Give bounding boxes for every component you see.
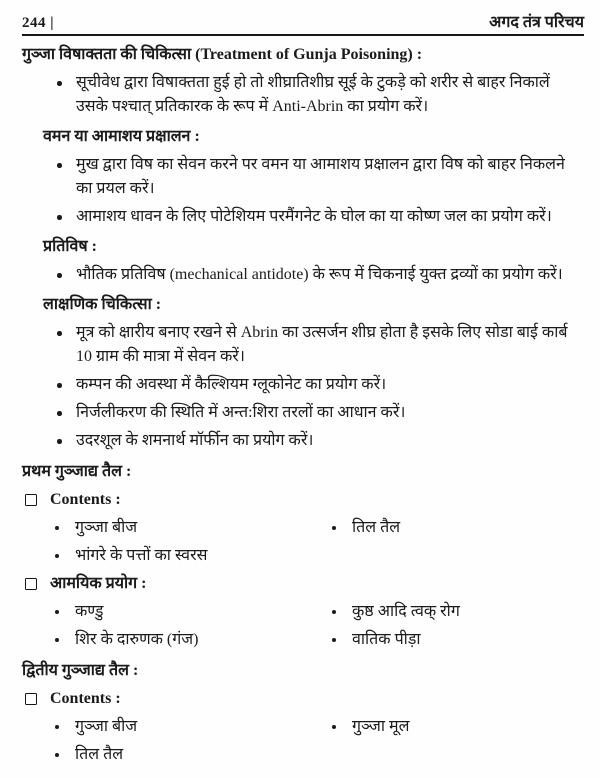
bullet-item	[22, 321, 584, 369]
bullet-dot-icon	[55, 610, 59, 614]
bullet-dot-icon	[57, 163, 62, 168]
page-number: 244 |	[22, 15, 55, 31]
list-item	[330, 628, 584, 652]
bullet-dot-icon	[55, 554, 59, 558]
bullet-item	[22, 373, 584, 397]
two-column-row	[22, 516, 584, 540]
list-item	[330, 600, 584, 624]
uses-label-row	[22, 572, 584, 596]
bullet-dot-icon	[332, 610, 336, 614]
two-column-row	[22, 628, 584, 652]
list-item-text: गुञ्जा बीज	[75, 519, 138, 536]
bullet-text: मुख द्वारा विष का सेवन करने पर वमन या आमाशय प्रक्षालन द्वारा विष को बाहर निकलने का प्रयल करें।	[76, 156, 565, 197]
bullet-dot-icon	[55, 753, 59, 757]
bullet-text: उदरशूल के शमनार्थ मॉर्फीन का प्रयोग करें।	[76, 432, 314, 449]
list-item	[53, 628, 330, 652]
checkbox-square-icon	[25, 578, 37, 590]
list-item	[330, 715, 584, 739]
bullet-dot-icon	[55, 638, 59, 642]
bullet-item	[22, 429, 584, 453]
list-item	[53, 600, 330, 624]
bullet-dot-icon	[57, 383, 62, 388]
section-heading-dvitiya-gunjadya-tail: द्वितीय गुञ्जाद्य तैल :	[22, 662, 139, 679]
page-header	[22, 10, 584, 36]
bullet-dot-icon	[332, 638, 336, 642]
contents-label: Contents :	[50, 491, 121, 508]
bullet-text: आमाशय धावन के लिए पोटेशियम परमैंगनेट के घोल का या कोष्ण जल का प्रयोग करें।	[76, 208, 552, 225]
bullet-item	[22, 71, 584, 119]
bullet-dot-icon	[57, 273, 62, 278]
list-item-text: वातिक पीड़ा	[352, 631, 421, 648]
section-heading-prativish: प्रतिविष :	[43, 238, 97, 255]
book-title: अगद तंत्र परिचय	[489, 14, 584, 31]
contents-label-row	[22, 687, 584, 711]
section-heading-vaman: वमन या आमाशय प्रक्षालन :	[43, 128, 200, 145]
list-item	[53, 715, 330, 739]
uses-label: आमयिक प्रयोग :	[50, 575, 147, 592]
list-item-text: कण्डु	[75, 603, 104, 620]
bullet-item	[22, 263, 584, 287]
list-item-text: गुञ्जा मूल	[352, 718, 410, 735]
bullet-dot-icon	[57, 215, 62, 220]
list-item	[53, 516, 330, 540]
contents-label-row	[22, 488, 584, 512]
list-item-text: तिल तैल	[75, 746, 124, 763]
list-item-text: गुञ्जा बीज	[75, 718, 138, 735]
bullet-dot-icon	[55, 526, 59, 530]
bullet-text: मूत्र को क्षारीय बनाए रखने से Abrin का उत्सर्जन शीघ्र होता है इसके लिए सोडा बाई कार्ब 10 ग्राम की मात्रा में सेवन करें।	[76, 324, 568, 365]
bullet-dot-icon	[57, 439, 62, 444]
bullet-text: भौतिक प्रतिविष (mechanical antidote) के रूप में चिकनाई युक्त द्रव्यों का प्रयोग करें।	[76, 266, 563, 283]
checkbox-square-icon	[25, 494, 37, 506]
list-item	[53, 544, 330, 568]
checkbox-square-icon	[25, 693, 37, 705]
bullet-dot-icon	[57, 331, 62, 336]
bullet-text: निर्जलीकरण की स्थिति में अन्त:शिरा तरलों का आधान करें।	[76, 404, 406, 421]
contents-label: Contents :	[50, 690, 121, 707]
list-item-text: शिर के दारुणक (गंज)	[75, 631, 199, 648]
bullet-dot-icon	[332, 526, 336, 530]
two-column-row	[22, 743, 584, 767]
bullet-dot-icon	[332, 725, 336, 729]
bullet-item	[22, 205, 584, 229]
bullet-item	[22, 401, 584, 425]
bullet-dot-icon	[55, 725, 59, 729]
bullet-dot-icon	[57, 411, 62, 416]
two-column-row	[22, 600, 584, 624]
list-item	[53, 743, 330, 767]
section-heading-pratham-gunjadya-tail: प्रथम गुञ्जाद्य तैल :	[22, 463, 132, 480]
bullet-text: कम्पन की अवस्था में कैल्शियम ग्लूकोनेट का प्रयोग करें।	[76, 376, 387, 393]
list-item-text: भांगरे के पत्तों का स्वरस	[75, 547, 208, 564]
section-heading-lakshanik: लाक्षणिक चिकित्सा :	[43, 296, 162, 313]
two-column-row	[22, 715, 584, 739]
list-item	[330, 516, 584, 540]
bullet-text: सूचीवेध द्वारा विषाक्तता हुई हो तो शीघ्रातिशीघ्र सूई के टुकड़े को शरीर से बाहर निकालें उसके पश्चात् प्रतिकारक के रूप में Anti-Abrin का प्रयोग करें।	[76, 74, 550, 115]
section-heading-treatment: गुञ्जा विषाक्तता की चिकित्सा (Treatment of Gunja Poisoning) :	[22, 46, 423, 63]
bullet-item	[22, 153, 584, 201]
bullet-dot-icon	[57, 81, 62, 86]
list-item-text: तिल तैल	[352, 519, 401, 536]
list-item-text: कुष्ठ आदि त्वक् रोग	[352, 603, 460, 620]
two-column-row	[22, 544, 584, 568]
